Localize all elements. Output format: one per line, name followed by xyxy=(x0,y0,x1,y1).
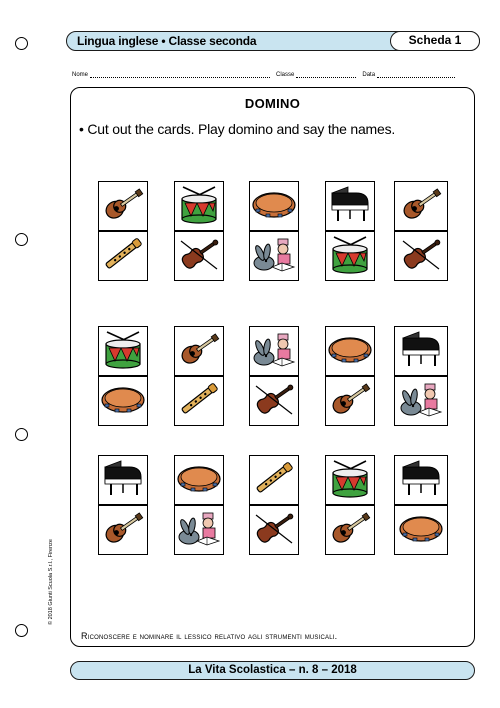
domino-1-2-bottom xyxy=(174,231,224,281)
domino-1-2-top xyxy=(174,181,224,231)
instruction-text: • Cut out the cards. Play domino and say the names. xyxy=(79,121,396,137)
rabbit-reading-icon xyxy=(250,233,298,280)
exercise-box xyxy=(70,87,475,647)
domino-1-4-top xyxy=(325,181,375,231)
footer-bar: La Vita Scolastica – n. 8 – 2018 xyxy=(70,661,475,680)
rabbit-reading-icon xyxy=(250,328,298,375)
violin-icon xyxy=(397,233,445,280)
domino-2-5-top xyxy=(394,326,448,376)
rabbit-reading-icon xyxy=(175,507,223,554)
domino-1-1-top xyxy=(98,181,148,231)
nome-field[interactable] xyxy=(90,72,270,78)
violin-icon xyxy=(250,507,298,554)
domino-2-3-top xyxy=(249,326,299,376)
binder-hole-3 xyxy=(15,428,28,441)
domino-2-4-bottom xyxy=(325,376,375,426)
piano-icon xyxy=(326,183,374,230)
exercise-title: DOMINO xyxy=(244,96,301,111)
domino-1-5-bottom xyxy=(394,231,448,281)
piano-icon xyxy=(99,457,147,504)
guitar-icon xyxy=(397,183,445,230)
domino-3-3-top xyxy=(249,455,299,505)
tambourine-icon xyxy=(326,328,374,375)
header-title: Lingua inglese • Classe seconda xyxy=(77,34,257,48)
classe-label: Classe xyxy=(276,72,295,78)
data-label: Data xyxy=(362,72,376,78)
piano-icon xyxy=(397,457,445,504)
domino-3-5-bottom xyxy=(394,505,448,555)
guitar-icon xyxy=(175,328,223,375)
domino-3-3-bottom xyxy=(249,505,299,555)
domino-2-5-bottom xyxy=(394,376,448,426)
domino-3-5-top xyxy=(394,455,448,505)
classe-field[interactable] xyxy=(296,72,356,78)
violin-icon xyxy=(175,233,223,280)
rabbit-reading-icon xyxy=(397,378,445,425)
domino-2-1-bottom xyxy=(98,376,148,426)
binder-hole-4 xyxy=(15,624,28,637)
guitar-icon xyxy=(326,378,374,425)
domino-3-1-bottom xyxy=(98,505,148,555)
guitar-icon xyxy=(326,507,374,554)
domino-2-2-bottom xyxy=(174,376,224,426)
piano-icon xyxy=(397,328,445,375)
domino-3-2-top xyxy=(174,455,224,505)
recorder-icon xyxy=(99,233,147,280)
drum-icon xyxy=(326,457,374,504)
tambourine-icon xyxy=(99,378,147,425)
learning-objective: Riconoscere e nominare il lessico relativo agli strumenti musicali. xyxy=(81,631,338,641)
tambourine-icon xyxy=(397,507,445,554)
scheda-label: Scheda 1 xyxy=(390,31,480,51)
data-field[interactable] xyxy=(377,72,455,78)
domino-2-3-bottom xyxy=(249,376,299,426)
domino-1-3-top xyxy=(249,181,299,231)
recorder-icon xyxy=(175,378,223,425)
header-bar xyxy=(66,31,480,51)
domino-3-4-top xyxy=(325,455,375,505)
student-info-row xyxy=(72,68,472,78)
drum-icon xyxy=(175,183,223,230)
recorder-icon xyxy=(250,457,298,504)
domino-1-4-bottom xyxy=(325,231,375,281)
domino-3-1-top xyxy=(98,455,148,505)
domino-1-1-bottom xyxy=(98,231,148,281)
domino-3-4-bottom xyxy=(325,505,375,555)
guitar-icon xyxy=(99,183,147,230)
tambourine-icon xyxy=(250,183,298,230)
domino-1-3-bottom xyxy=(249,231,299,281)
drum-icon xyxy=(326,233,374,280)
domino-2-2-top xyxy=(174,326,224,376)
copyright-text: © 2018 Giunti Scuola S.r.l., Firenze xyxy=(48,539,54,625)
domino-1-5-top xyxy=(394,181,448,231)
violin-icon xyxy=(250,378,298,425)
binder-hole-1 xyxy=(15,37,28,50)
tambourine-icon xyxy=(175,457,223,504)
domino-2-4-top xyxy=(325,326,375,376)
drum-icon xyxy=(99,328,147,375)
nome-label: Nome xyxy=(72,72,89,78)
domino-2-1-top xyxy=(98,326,148,376)
guitar-icon xyxy=(99,507,147,554)
domino-3-2-bottom xyxy=(174,505,224,555)
binder-hole-2 xyxy=(15,233,28,246)
